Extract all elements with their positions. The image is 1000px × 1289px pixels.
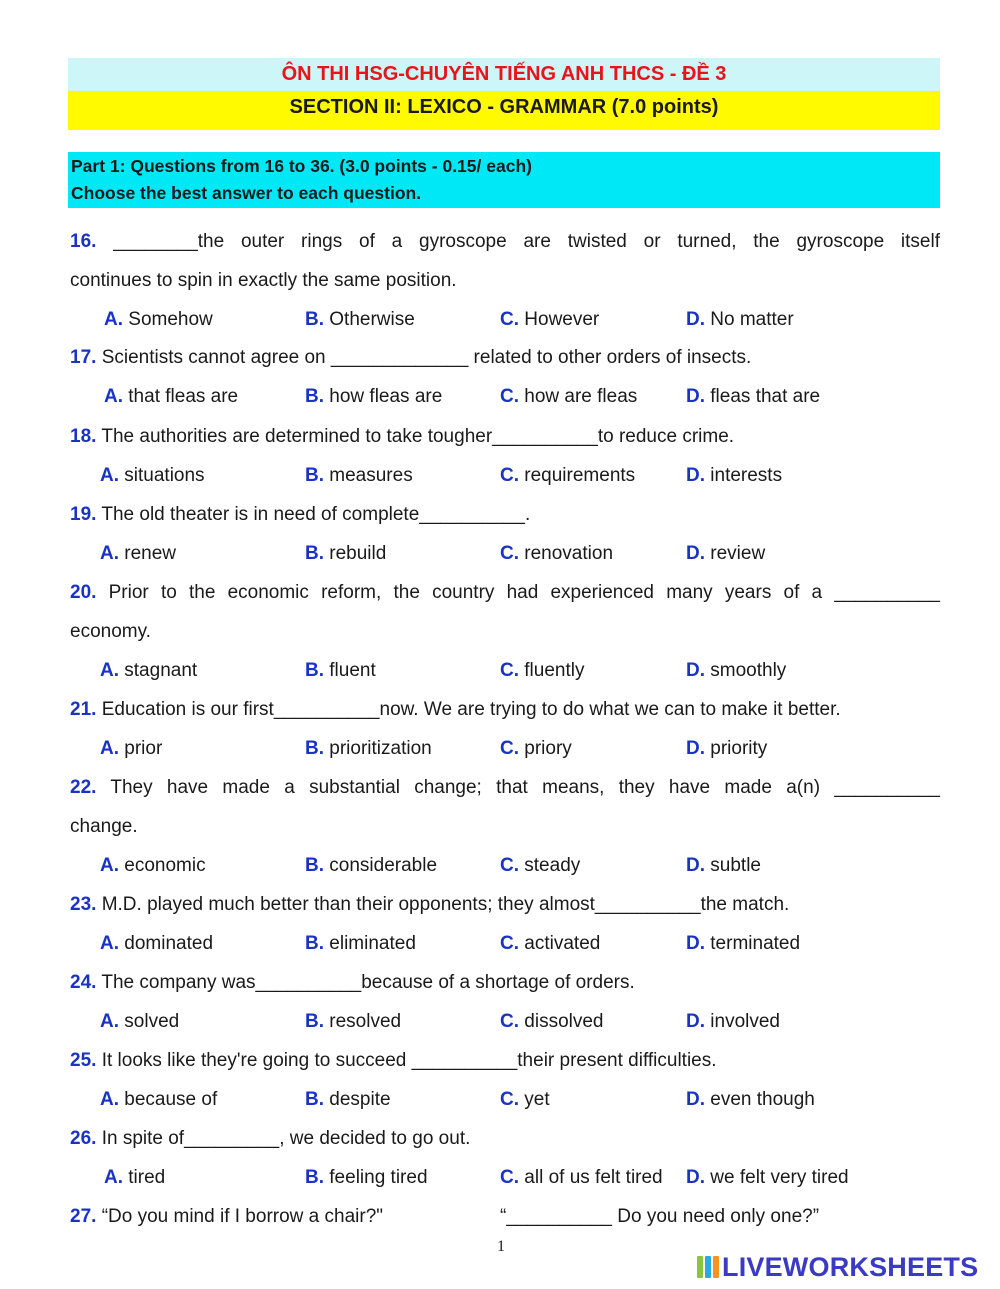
section-title: SECTION II: LEXICO - GRAMMAR (7.0 points)	[68, 91, 940, 130]
option-c[interactable]	[500, 738, 572, 760]
option-a[interactable]	[100, 738, 162, 760]
question-21	[70, 699, 940, 721]
option-letter: A.	[100, 660, 119, 681]
option-text: fluent	[329, 660, 376, 681]
option-c[interactable]	[500, 660, 584, 682]
option-text: tired	[128, 1167, 166, 1188]
option-text: economic	[124, 855, 206, 876]
option-b[interactable]	[305, 1167, 428, 1189]
option-letter: A.	[104, 309, 123, 330]
question-number: 20.	[70, 582, 97, 603]
option-letter: A.	[100, 1089, 119, 1110]
option-d[interactable]	[686, 738, 767, 760]
option-d[interactable]	[686, 855, 761, 877]
question-text: Education is our first__________now. We are trying to do what we can to make it better.	[101, 699, 841, 720]
page-number: 1	[497, 1238, 505, 1255]
option-text: feeling tired	[329, 1167, 428, 1188]
option-letter: C.	[500, 309, 519, 330]
option-text: dominated	[124, 933, 214, 954]
question-number: 19.	[70, 504, 97, 525]
question-text: The authorities are determined to take tougher__________to reduce crime.	[101, 426, 735, 447]
option-letter: C.	[500, 855, 519, 876]
option-text: how are fleas	[524, 386, 638, 407]
option-letter: B.	[305, 309, 324, 330]
question-text: The old theater is in need of complete__________.	[101, 504, 531, 525]
option-letter: B.	[305, 1011, 324, 1032]
option-b[interactable]	[305, 933, 416, 955]
question-20	[70, 582, 940, 604]
option-text: dissolved	[524, 1011, 604, 1032]
option-text: how fleas are	[329, 386, 443, 407]
option-b[interactable]	[305, 543, 386, 565]
option-a[interactable]	[104, 309, 213, 331]
question-number: 23.	[70, 894, 97, 915]
option-text: that fleas are	[128, 386, 239, 407]
question-number: 17.	[70, 347, 97, 368]
option-text: renew	[124, 543, 177, 564]
option-d[interactable]	[686, 1011, 780, 1033]
option-b[interactable]	[305, 1089, 391, 1111]
option-c[interactable]	[500, 1011, 604, 1033]
part-directions: Choose the best answer to each question.	[71, 183, 422, 203]
option-d[interactable]	[686, 386, 820, 408]
option-b[interactable]	[305, 386, 442, 408]
option-c[interactable]	[500, 1089, 550, 1111]
question-16-continued: continues to spin in exactly the same position.	[70, 270, 457, 291]
option-letter: C.	[500, 386, 519, 407]
option-a[interactable]	[100, 465, 205, 487]
option-b[interactable]	[305, 738, 432, 760]
option-letter: B.	[305, 1089, 324, 1110]
option-b[interactable]	[305, 660, 376, 682]
option-text: rebuild	[329, 543, 387, 564]
option-c[interactable]	[500, 386, 637, 408]
option-letter: A.	[100, 465, 119, 486]
option-text: steady	[524, 855, 581, 876]
option-text: all of us felt tired	[524, 1167, 663, 1188]
option-text: solved	[124, 1011, 180, 1032]
option-letter: D.	[686, 1089, 705, 1110]
option-text: terminated	[710, 933, 801, 954]
option-text: even though	[710, 1089, 815, 1110]
logo-text: LIVEWORKSHEETS	[722, 1251, 979, 1282]
option-c[interactable]	[500, 933, 600, 955]
question-text: ________the outer rings of a gyroscope are twisted or turned, the gyroscope itself	[113, 231, 941, 252]
option-d[interactable]	[686, 660, 786, 682]
option-b[interactable]	[305, 855, 437, 877]
option-letter: C.	[500, 1011, 519, 1032]
option-text: renovation	[524, 543, 614, 564]
option-letter: C.	[500, 738, 519, 759]
question-22	[70, 777, 940, 799]
option-d[interactable]	[686, 933, 800, 955]
option-d[interactable]	[686, 465, 782, 487]
option-text: we felt very tired	[710, 1167, 849, 1188]
option-text: despite	[329, 1089, 391, 1110]
question-text: The company was__________because of a shortage of orders.	[101, 972, 635, 993]
option-text: fleas that are	[710, 386, 821, 407]
option-b[interactable]	[305, 309, 415, 331]
option-text: because of	[124, 1089, 218, 1110]
question-25	[70, 1050, 940, 1072]
option-letter: B.	[305, 386, 324, 407]
question-number: 26.	[70, 1128, 97, 1149]
question-23	[70, 894, 940, 916]
option-letter: C.	[500, 933, 519, 954]
question-number: 24.	[70, 972, 97, 993]
option-letter: B.	[305, 933, 324, 954]
option-text: eliminated	[329, 933, 416, 954]
option-a[interactable]	[100, 660, 197, 682]
question-number: 21.	[70, 699, 97, 720]
question-16	[70, 231, 940, 253]
option-text: prior	[124, 738, 163, 759]
option-d[interactable]	[686, 1089, 815, 1111]
question-number: 16.	[70, 231, 97, 252]
option-a[interactable]	[100, 543, 176, 565]
option-letter: D.	[686, 933, 705, 954]
option-text: Otherwise	[329, 309, 415, 330]
option-text: requirements	[524, 465, 636, 486]
option-text: resolved	[329, 1011, 402, 1032]
option-text: prioritization	[329, 738, 432, 759]
worksheet-title: ÔN THI HSG-CHUYÊN TIẾNG ANH THCS - ĐỀ 3	[68, 58, 940, 91]
option-letter: A.	[100, 933, 119, 954]
option-text: situations	[124, 465, 205, 486]
option-text: review	[710, 543, 766, 564]
option-a[interactable]	[104, 1167, 165, 1189]
question-27-reply: “__________ Do you need only one?”	[500, 1206, 820, 1227]
question-text: Scientists cannot agree on _____________ related to other orders of insects.	[101, 347, 752, 368]
option-letter: A.	[100, 1011, 119, 1032]
option-text: priority	[710, 738, 768, 759]
option-a[interactable]	[100, 1089, 217, 1111]
question-text: Prior to the economic reform, the country had experienced many years of a __________	[108, 582, 940, 603]
part-heading: Part 1: Questions from 16 to 36. (3.0 points - 0.15/ each)	[71, 156, 532, 176]
option-letter: B.	[305, 543, 324, 564]
option-letter: B.	[305, 738, 324, 759]
option-letter: A.	[100, 543, 119, 564]
option-letter: A.	[104, 386, 123, 407]
option-letter: B.	[305, 855, 324, 876]
option-b[interactable]	[305, 1011, 401, 1033]
question-number: 25.	[70, 1050, 97, 1071]
question-number: 22.	[70, 777, 97, 798]
option-text: fluently	[524, 660, 585, 681]
question-17	[70, 347, 940, 369]
option-letter: C.	[500, 543, 519, 564]
option-text: However	[524, 309, 600, 330]
part-instructions	[68, 152, 940, 208]
option-letter: D.	[686, 855, 705, 876]
option-letter: D.	[686, 1011, 705, 1032]
question-24	[70, 972, 940, 994]
option-letter: C.	[500, 660, 519, 681]
option-c[interactable]	[500, 309, 599, 331]
option-text: smoothly	[710, 660, 787, 681]
option-text: stagnant	[124, 660, 198, 681]
logo-icon	[697, 1256, 719, 1278]
option-text: involved	[710, 1011, 780, 1032]
option-c[interactable]	[500, 855, 580, 877]
option-letter: C.	[500, 1167, 519, 1188]
option-a[interactable]	[100, 933, 213, 955]
option-letter: D.	[686, 386, 705, 407]
option-c[interactable]	[500, 543, 613, 565]
option-letter: D.	[686, 309, 705, 330]
option-text: considerable	[329, 855, 438, 876]
question-text: In spite of_________, we decided to go out.	[101, 1128, 471, 1149]
option-a[interactable]	[100, 1011, 179, 1033]
option-text: subtle	[710, 855, 761, 876]
option-d[interactable]	[686, 309, 794, 331]
option-letter: A.	[100, 855, 119, 876]
option-letter: B.	[305, 660, 324, 681]
option-text: Somehow	[128, 309, 213, 330]
question-text: It looks like they're going to succeed __________their present difficulties.	[101, 1050, 717, 1071]
question-20-continued: economy.	[70, 621, 151, 642]
option-d[interactable]	[686, 1167, 849, 1189]
question-text: They have made a substantial change; that means, they have made a(n) __________	[110, 777, 940, 798]
option-d[interactable]	[686, 543, 765, 565]
liveworksheets-logo[interactable]	[697, 1252, 978, 1282]
option-text: priory	[524, 738, 572, 759]
question-18	[70, 426, 940, 448]
question-number: 18.	[70, 426, 97, 447]
option-letter: D.	[686, 543, 705, 564]
option-letter: D.	[686, 660, 705, 681]
option-text: measures	[329, 465, 413, 486]
question-19	[70, 504, 940, 526]
option-text: activated	[524, 933, 601, 954]
option-letter: A.	[100, 738, 119, 759]
option-letter: D.	[686, 465, 705, 486]
option-text: interests	[710, 465, 783, 486]
question-26	[70, 1128, 940, 1150]
option-letter: B.	[305, 1167, 324, 1188]
option-text: No matter	[710, 309, 794, 330]
option-letter: D.	[686, 1167, 705, 1188]
question-text: “Do you mind if I borrow a chair?"	[101, 1206, 384, 1227]
option-c[interactable]	[500, 465, 635, 487]
option-letter: C.	[500, 465, 519, 486]
option-c[interactable]	[500, 1167, 663, 1189]
question-number: 27.	[70, 1206, 97, 1227]
option-letter: B.	[305, 465, 324, 486]
option-text: yet	[524, 1089, 550, 1110]
option-a[interactable]	[100, 855, 206, 877]
option-a[interactable]	[104, 386, 238, 408]
option-letter: C.	[500, 1089, 519, 1110]
option-letter: D.	[686, 738, 705, 759]
question-text: M.D. played much better than their opponents; they almost__________the match.	[101, 894, 790, 915]
option-letter: A.	[104, 1167, 123, 1188]
option-b[interactable]	[305, 465, 413, 487]
question-22-continued: change.	[70, 816, 138, 837]
